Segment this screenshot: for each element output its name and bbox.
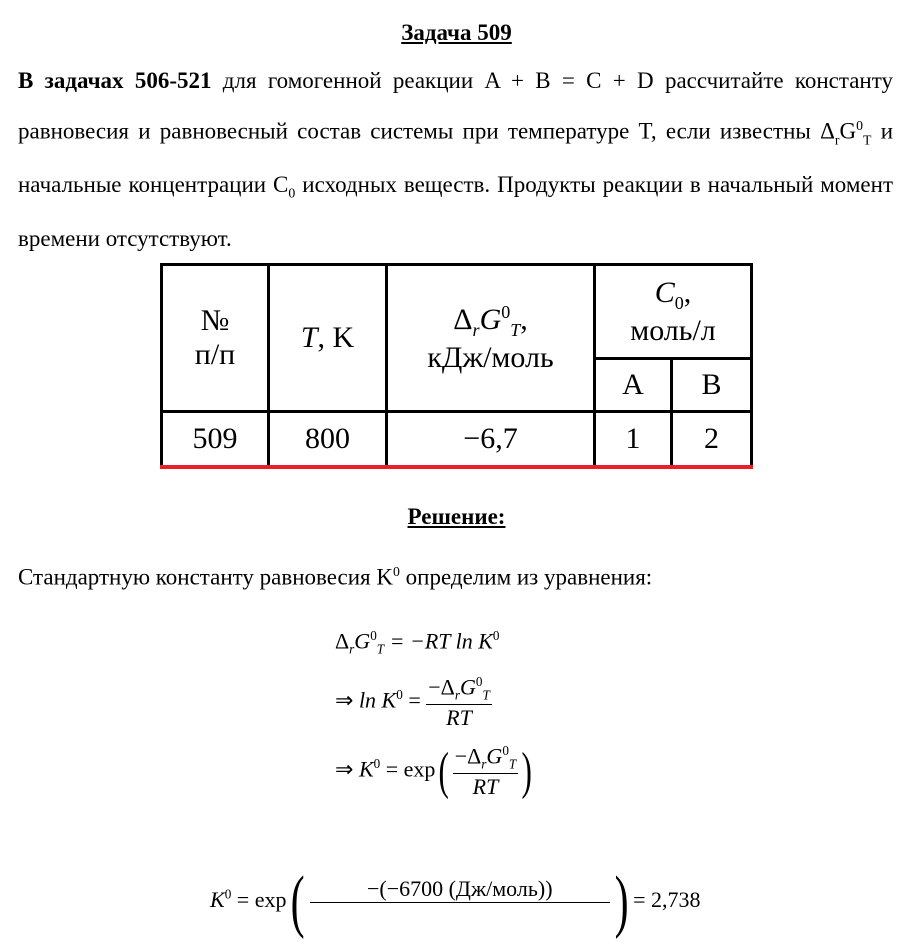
denominator: RT	[472, 773, 499, 799]
lnK: ln K	[353, 687, 397, 713]
delta: Δ	[335, 628, 350, 654]
G: G	[479, 302, 502, 336]
G: G	[839, 118, 857, 144]
header-num	[162, 265, 269, 412]
delta: Δ	[453, 302, 473, 336]
rhs: = −RT ln K	[384, 628, 493, 654]
sup: 0	[501, 301, 511, 322]
header-dG	[387, 265, 595, 412]
cell-num: 509	[162, 412, 269, 467]
K: K	[210, 887, 225, 913]
fraction	[453, 743, 519, 800]
problem-text: для гомогенной реакции A + B = C + D рассчитайте константу равновесия и равновесный состав системы при температуре T, если известны Δ	[18, 68, 893, 144]
formula-final: $K^0 = \exp$( −(−6700 (Дж/моль)) ) = 2,738	[210, 863, 701, 940]
formula-3: ⇒ $K^0 = \exp$( $\frac{-\Delta_rG^0_T}{RT}$ )	[335, 743, 533, 800]
header-T	[269, 265, 387, 412]
problem-lead: В задачах 506-521	[18, 68, 212, 93]
C0-unit: моль/л	[630, 313, 716, 347]
T: T	[482, 687, 490, 703]
r: r	[472, 319, 480, 340]
cell-T: 800	[269, 412, 387, 467]
header-A: A	[595, 359, 672, 412]
C: C	[654, 275, 675, 309]
eq: =	[402, 687, 427, 713]
sup: 0	[393, 564, 400, 579]
intro-text	[18, 564, 652, 591]
solution-title: Решение:	[407, 504, 506, 529]
cell-A: 1	[595, 412, 672, 467]
implies: ⇒	[335, 687, 354, 713]
sup: 0	[502, 743, 509, 759]
sub: 0	[288, 185, 296, 201]
r: r	[349, 641, 355, 657]
sup: 0	[373, 756, 381, 772]
problem-text: исходных веществ. Продукты реакции в начальный момент времени отсутствуют.	[18, 172, 893, 251]
G: G	[486, 743, 503, 769]
task-title: Задача 509	[401, 20, 512, 45]
sup: 0	[856, 118, 864, 133]
intro-part: Стандартную константу равновесия K	[18, 564, 393, 590]
data-table	[160, 263, 753, 469]
numerator: −Δ	[454, 743, 482, 769]
dG-unit: кДж/моль	[427, 340, 554, 374]
T-label: T	[300, 321, 318, 354]
G: G	[354, 628, 371, 654]
sup: 0	[475, 674, 483, 689]
formula-1	[335, 628, 499, 658]
header-B: B	[672, 359, 752, 412]
T: T	[508, 756, 517, 772]
comma: ,	[683, 275, 692, 309]
comma: ,	[520, 302, 528, 336]
problem-statement	[18, 58, 893, 261]
fraction	[426, 674, 492, 731]
r: r	[454, 687, 460, 703]
sub: T	[863, 132, 872, 148]
numerator: −Δ	[428, 674, 455, 700]
G: G	[459, 674, 476, 700]
fraction	[310, 876, 610, 929]
T-unit: , K	[317, 321, 355, 354]
cell-dG: −6,7	[387, 412, 595, 467]
T: T	[376, 641, 385, 657]
r: r	[481, 756, 487, 772]
K: K	[353, 756, 374, 782]
sup: 0	[370, 628, 377, 643]
sup: 0	[224, 886, 232, 902]
num-label2: п/п	[194, 338, 236, 371]
num-label: №	[200, 304, 230, 337]
intro-part: определим из уравнения:	[399, 564, 653, 590]
cell-B: 2	[672, 412, 752, 467]
denominator: RT	[446, 704, 472, 730]
numerator: −(−6700 (Дж/моль))	[310, 876, 610, 903]
sub: 0	[674, 292, 684, 313]
header-C0	[595, 265, 752, 359]
T: T	[510, 319, 521, 340]
problem-text: и начальные концентрации C	[18, 118, 894, 198]
sub: r	[834, 132, 840, 148]
exp: = exp	[380, 756, 436, 782]
exp: = exp	[231, 887, 287, 913]
sup: 0	[396, 687, 403, 703]
result: = 2,738	[633, 887, 701, 913]
sup: 0	[492, 628, 500, 643]
implies: ⇒	[335, 756, 354, 782]
formula-2	[335, 674, 492, 731]
